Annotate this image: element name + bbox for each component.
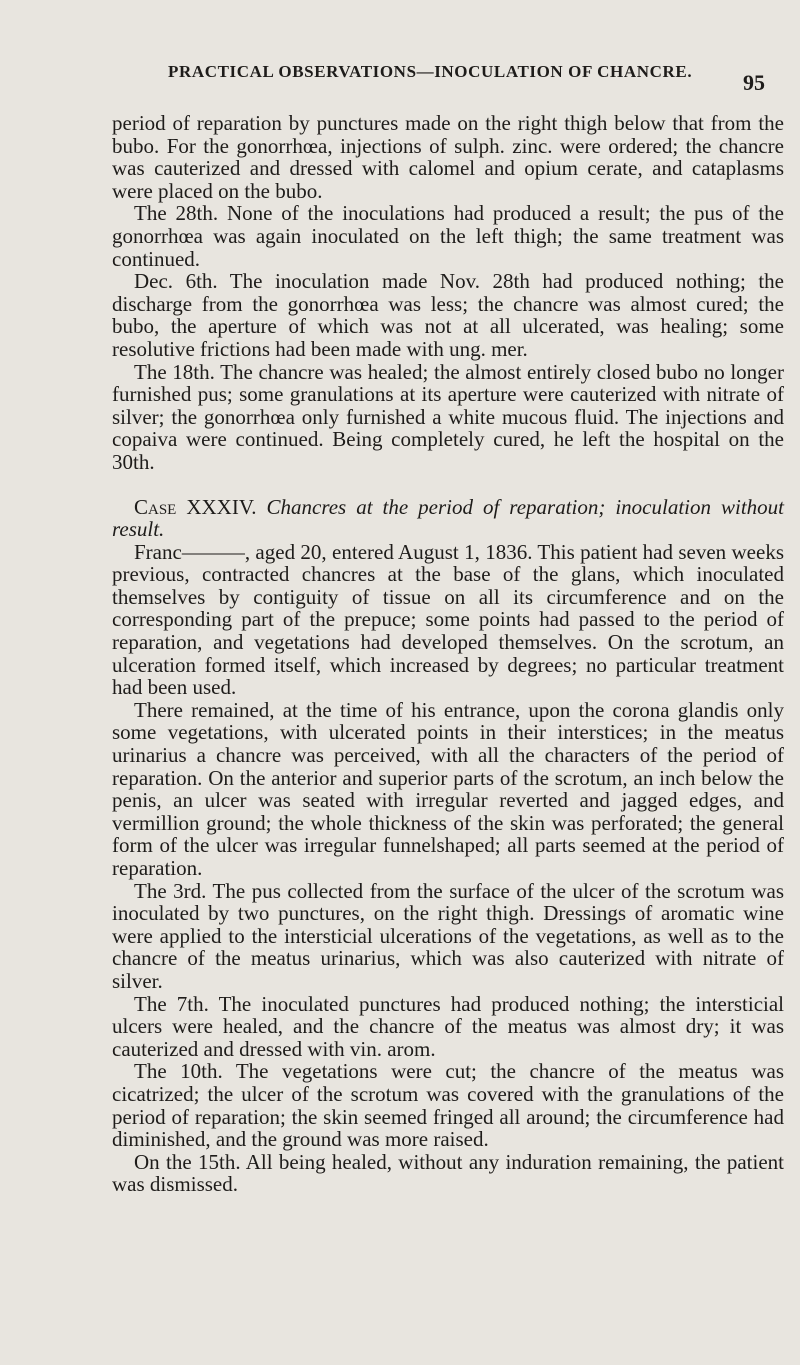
paragraph: The 28th. None of the inoculations had produced a result; the pus of the gonorrhœa was again inoculated on the left thigh; the same treatment was continued.	[112, 201, 784, 271]
paragraph: period of reparation by punctures made on the right thigh below that from the bubo. For the gonorrhœa, injections of sulph. zinc. were ordered; the chancre was cauterized and dressed with calomel and opium cerate, and cataplasms were placed on the bubo.	[112, 111, 784, 203]
paragraph: The 10th. The vegetations were cut; the chancre of the meatus was cicatrized; the ulcer of the scrotum was covered with the granulations of the period of reparation; the skin seemed fringed all around; the circumference had diminished, and the ground was more raised.	[112, 1059, 784, 1152]
page-number: 95	[743, 70, 765, 95]
body-text	[112, 112, 784, 1196]
paragraph: The 7th. The inoculated punctures had produced nothing; the intersticial ulcers were healed, and the chancre of the meatus was almost dry; it was cauterized and dressed with vin. arom.	[112, 991, 784, 1061]
paragraph: The 18th. The chancre was healed; the almost entirely closed bubo no longer furnished pus; some granulations at its aperture were cauterized with nitrate of silver; the gonorrhœa only furnished a white mucous fluid. The injections and copaiva were continued. Being completely cured, he left the hospital on the 30th.	[112, 359, 784, 474]
paragraph: On the 15th. All being healed, without any induration remaining, the patient was dismissed.	[112, 1149, 784, 1197]
paragraph: Dec. 6th. The inoculation made Nov. 28th had produced nothing; the discharge from the gonorrhœa was less; the chancre was almost cured; the bubo, the aperture of which was not at all ulcerated, was healing; some resolutive frictions had been made with ung. mer.	[112, 269, 784, 361]
paragraph: There remained, at the time of his entrance, upon the corona glandis only some vegetations, with ulcerated points in their interstices; in the meatus urinarius a chancre was perceived, with all the characters of the period of reparation. On the anterior and superior parts of the scrotum, an inch below the penis, an ulcer was seated with irregular reverted and jagged edges, and vermillion ground; the whole thickness of the skin was perforated; the general form of the ulcer was irregular funnelshaped; all parts seemed at the period of reparation.	[112, 697, 784, 880]
case-title: Chancres at the period of reparation; inoculation without result.	[112, 494, 784, 542]
case-heading	[112, 496, 784, 541]
running-head: PRACTICAL OBSERVATIONS—INOCULATION OF CHANCRE.	[168, 62, 693, 81]
page-header	[0, 62, 800, 112]
paragraph: Franc———, aged 20, entered August 1, 1836. This patient had seven weeks previous, contracted chancres at the base of the glans, which inoculated themselves by contiguity of tissue on all its circumference and on the corresponding part of the prepuce; some points had passed to the period of reparation, and vegetations had developed themselves. On the scrotum, an ulceration formed itself, which increased by degrees; no particular treatment had been used.	[112, 539, 784, 700]
case-label: Case XXXIV.	[134, 494, 257, 519]
paragraph: The 3rd. The pus collected from the surface of the ulcer of the scrotum was inoculated by two punctures, on the right thigh. Dressings of aromatic wine were applied to the intersticial ulcerations of the vegetations, as well as to the chancre of the meatus urinarius, which was also cauterized with nitrate of silver.	[112, 878, 784, 993]
